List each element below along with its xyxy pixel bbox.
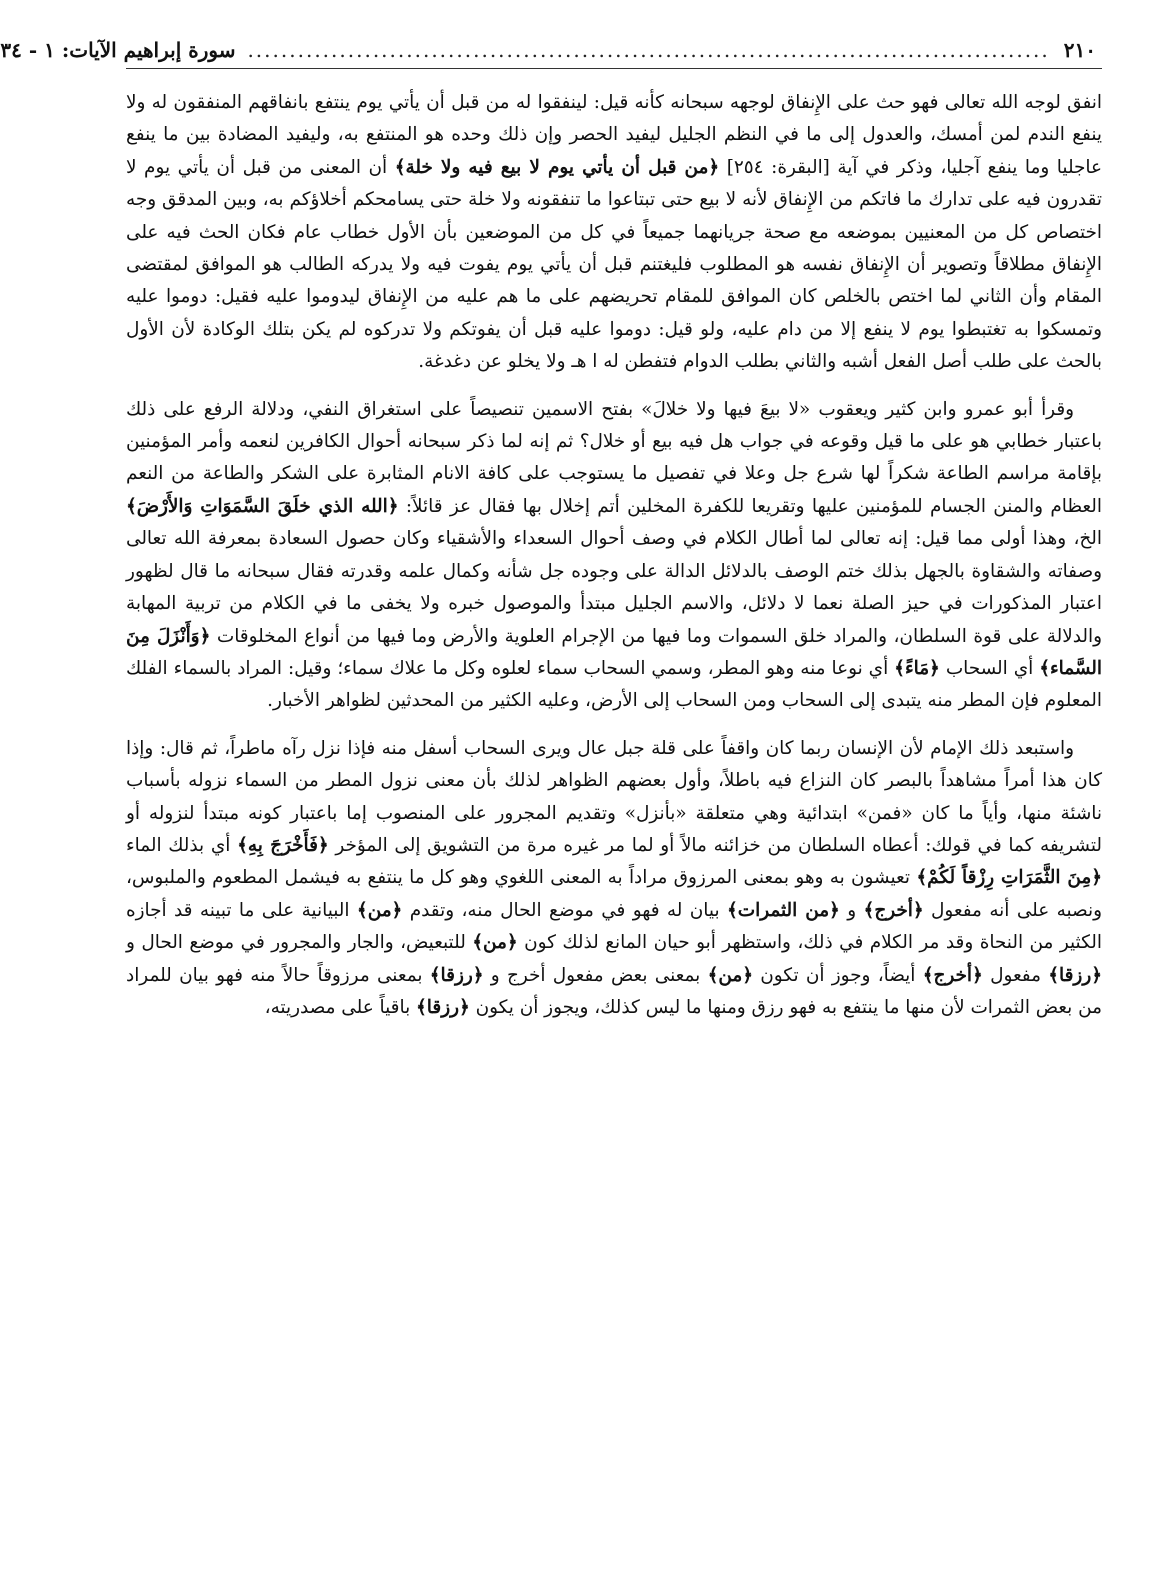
quran-quote: ﴿أخرج﴾ <box>922 964 983 986</box>
text-segment: أي نوعا منه وهو المطر، وسمي السحاب سماء لعلوه وكل ما علاك سماء؛ وقيل: المراد بالسماء الفلك المعلوم فإن المطر منه يتبدى إلى السحاب ومن السحاب إلى الأرض، وعليه الكثير من المحدثين لظواهر الأخبار. <box>126 657 1102 712</box>
quran-quote: ﴿من﴾ <box>356 899 403 921</box>
paragraph <box>126 394 1102 718</box>
tafsir-body-text <box>126 87 1102 1024</box>
quran-quote: ﴿فَأَخْرَجَ بِهِ﴾ <box>237 834 329 856</box>
text-segment: للتبعيض، والجار والمجرور في موضع الحال و <box>126 932 473 954</box>
text-segment: بيان له فهو في موضع الحال منه، وتقدم <box>402 899 727 921</box>
text-segment: باقياً على مصدريته، <box>264 996 417 1018</box>
paragraph <box>126 87 1102 379</box>
text-segment: أيضاً، وجوز أن تكون <box>752 964 923 986</box>
page-number: ٢١٠ <box>1063 38 1096 62</box>
surah-title: سورة إبراهيم الآيات: ١ - ٣٤ <box>0 38 236 62</box>
quran-quote: ﴿من﴾ <box>472 932 518 954</box>
text-segment: أن المعنى من قبل أن يأتي يوم لا تقدرون فيه على تدارك ما فاتكم من الإِنفاق لأنه لا بيع حتى تبتاعوا ما تنفقونه ولا خلة حتى يسامحكم أخلاؤكم به، وبين المدقق وجه اختصاص كل من المعنيين بموضعه مع صحة جريانهما جميعاً في كل من الموضعين بأن الأول خطاب عام فكان الحث فيه على الإِنفاق مطلاقاً وتصوير أن الإِنفاق نفسه هو المطلوب فليغتنم قبل أن يأتي يوم يفوت فيه ولا يدركه الطالب هو الموافق لمقتضى المقام وأن الثاني لما اختص بالخلص كان الموافق للمقام تحريضهم على ما هم عليه من الإِنفاق ليدوموا عليه فقيل: دوموا عليه وتمسكوا به تغتبطوا يوم لا ينفع إلا من دام عليه، ولو قيل: دوموا عليه قبل أن يفوتكم ولا تدركوه لم يكن بتلك الوكادة لأن الأول بالحث على طلب أصل الفعل أشبه والثاني بطلب الدوام فتفطن له ا هـ ولا يخلو عن دغدغة. <box>126 156 1102 373</box>
quran-quote: ﴿أخرج﴾ <box>863 899 924 921</box>
running-header <box>0 38 1102 69</box>
quran-quote: ﴿وَأَنْزَلَ مِنَ السَّماء﴾ <box>126 625 1102 679</box>
quran-quote: ﴿الله الذي خلَقَ السَّمَوَاتِ وَالأَرْضَ﴾ <box>126 495 399 517</box>
text-segment: البيانية على ما تبينه قد أجازه الكثير من النحاة وقد مر الكلام في ذلك، واستظهر أبو حيان المانع لذلك كون <box>126 899 1102 954</box>
quran-quote: ﴿من قبل أن يأتي يوم لا بيع فيه ولا خلة﴾ <box>394 156 720 178</box>
paragraph <box>126 733 1102 1025</box>
text-segment: بمعنى بعض مفعول أخرج و <box>483 964 708 986</box>
text-segment: الخ، وهذا أولى مما قيل: إنه تعالى لما أطال الكلام في وصف أحوال السعداء والأشقياء وكان حصول السعادة بمعرفة الله تعالى وصفاته والشقاوة بالجهل بذلك ختم الوصف بالدلائل الدالة على وجوده جل شأنه وكمال علمه وقدرته فقال سبحانه ما قال لظهور اعتبار المذكورات في حيز الصلة نعما لا دلائل، والاسم الجليل مبتدأ والموصول خبره ولا يخفى ما في الكلام من تربية المهابة والدلالة على قوة السلطان، والمراد خلق السموات وما فيها من الإجرام العلوية والأرض وما فيها من أنواع المخلوقات <box>126 528 1102 647</box>
quran-quote: ﴿رزقا﴾ <box>416 996 470 1018</box>
text-segment: انفق لوجه الله تعالى فهو حث على الإِنفاق لوجهه سبحانه كأنه قيل: لينفقوا له من قبل أن يأتي يوم ينتفع بانفاقهم المنفقون له ولا ينفع الندم لمن أمسك، والعدول إلى ما في النظم الجليل ليفيد الحصر وإن ذلك وحده هو المنتفع به، وليفيد المضادة بين ما ينفع عاجليا وما ينفع آجليا، وذكر في آية [البقرة: ٢٥٤] <box>126 92 1102 178</box>
text-segment: أي بذلك الماء <box>126 834 238 856</box>
text-segment: تعيشون به وهو بمعنى المرزوق مراداً به المعنى اللغوي وهو كل ما ينتفع به فيشمل المطعوم والملبوس، ونصبه على أنه مفعول <box>126 867 1102 921</box>
header-leader-dots: ................................................................................................ <box>247 38 1050 62</box>
quran-quote: ﴿من﴾ <box>707 964 753 986</box>
text-segment: واستبعد ذلك الإمام لأن الإنسان ربما كان واقفاً على قلة جبل عال ويرى السحاب أسفل منه فإذا نزل رآه ماطراً، ثم قال: وإذا كان هذا أمراً مشاهداً بالبصر كان النزاع فيه باطلاً، وأول بعضهم الظواهر لذلك بأن معنى نزول المطر من السماء نزوله بأسباب ناشئة منها، وأياً ما كان «فمن» ابتدائية وهي متعلقة «بأنزل» وتقديم المجرور على المنصوب إما باعتبار كونه مبتدأ لنزوله أو لتشريفه كما في قولك: أعطاه السلطان من خزائنه مالاً أو لما مر غيره مرة من التشويق إلى المؤخر <box>126 737 1102 856</box>
text-segment: وقرأ أبو عمرو وابن كثير ويعقوب «لا بيعَ فيها ولا خلالَ» بفتح الاسمين تنصيصاً على استغراق النفي، ودلالة الرفع على ذلك باعتبار خطابي هو على ما قيل وقوعه في جواب هل فيه بيع أو خلال؟ ثم إنه لما ذكر سبحانه أحوال الكافرين لنعمه وأمر المؤمنين بإقامة مراسم الطاعة شكراً لها شرع جل وعلا في تفصيل ما يستوجب على كافة الانام المثابرة على الشكر والطاعة من النعم العظام والمنن الجسام للمؤمنين عليها وتقريعا للكفرة المخلين أتم إخلال بها فقال عز قائلاً: <box>126 398 1102 517</box>
quran-quote: ﴿مِنَ الثَّمَرَاتِ رِزْقاً لَكُمْ﴾ <box>916 867 1102 889</box>
text-segment: أي السحاب <box>939 657 1040 679</box>
quran-quote: ﴿رزقا﴾ <box>1048 964 1102 986</box>
text-segment: مفعول <box>982 964 1049 986</box>
quran-quote: ﴿مَاءً﴾ <box>894 657 940 679</box>
quran-quote: ﴿من الثمرات﴾ <box>727 899 840 921</box>
quran-quote: ﴿رزقا﴾ <box>429 964 484 986</box>
text-segment: و <box>839 899 864 921</box>
text-segment: بمعنى مرزوقاً حالاً منه فهو بيان للمراد من بعض الثمرات لأن منها ما ينتفع به فهو رزق ومنها ما ليس كذلك، ويجوز أن يكون <box>126 964 1102 1018</box>
